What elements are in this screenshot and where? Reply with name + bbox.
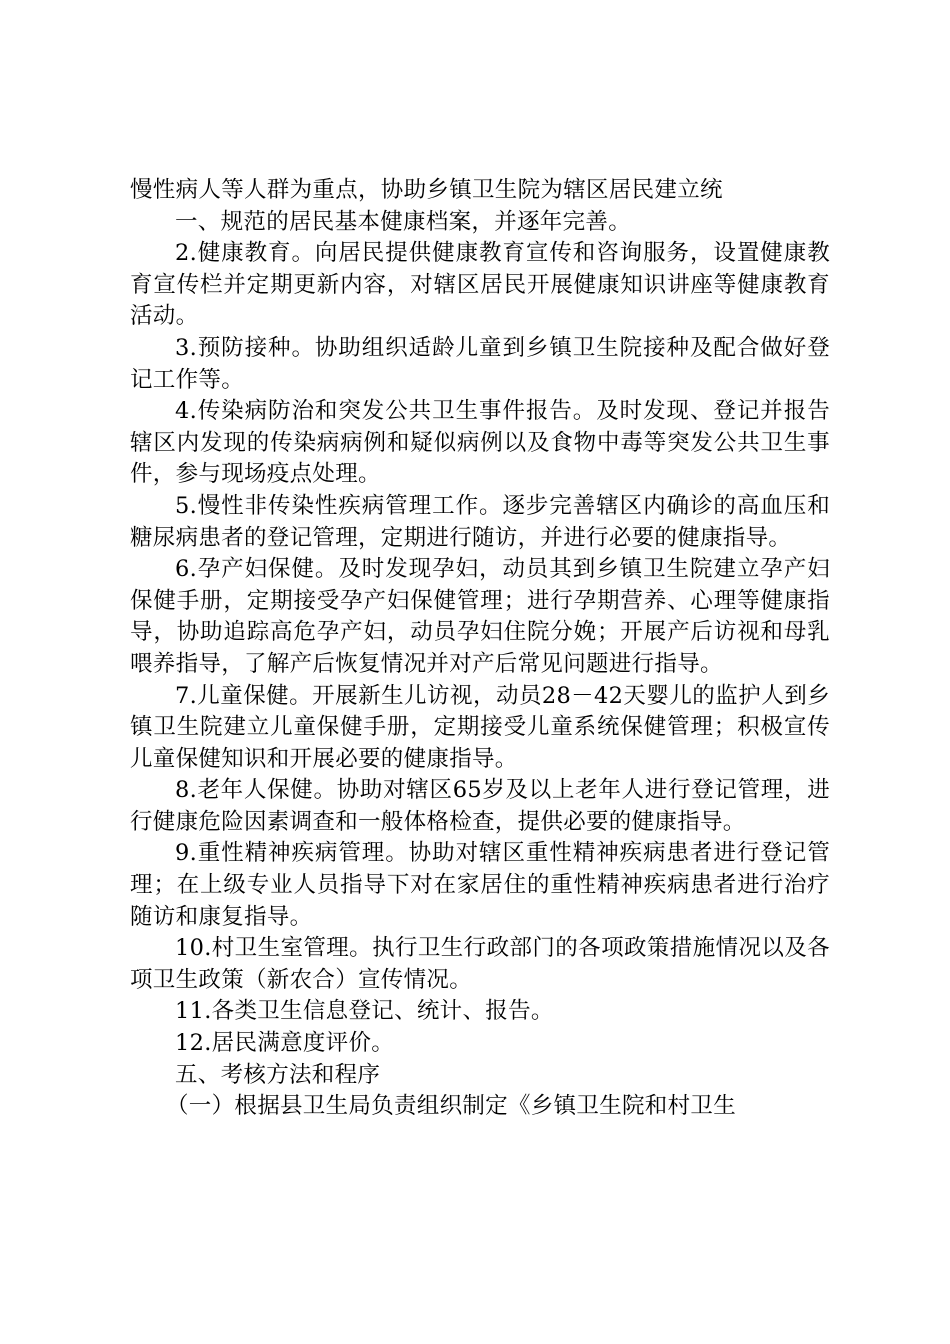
paragraph-health-records: 一、规范的居民基本健康档案，并逐年完善。 [175, 208, 632, 235]
paragraph-maternal-health: 6.孕产妇保健。及时发现孕妇，动员其到乡镇卫生院建立孕产妇保健手册，定期接受孕产妇保健管理；进行孕期营养、心理等健康指导，协助追踪高危孕产妇，动员孕妇住院分娩；开展产后访视和母乳喂养指导，了解产后恢复情况并对产后常见问题进行指导。 [130, 556, 830, 677]
paragraph-satisfaction: 12.居民满意度评价。 [175, 1030, 395, 1057]
section-heading-assessment: 五、考核方法和程序 [175, 1061, 381, 1088]
paragraph-continuation: 慢性病人等人群为重点，协助乡镇卫生院为辖区居民建立统 [130, 177, 723, 203]
paragraph-village-clinic: 10.村卫生室管理。执行卫生行政部门的各项政策措施情况以及各项卫生政策（新农合）宣传情况。 [130, 935, 830, 993]
paragraph-health-info: 11.各类卫生信息登记、统计、报告。 [175, 998, 554, 1025]
paragraph-vaccination: 3.预防接种。协助组织适龄儿童到乡镇卫生院接种及配合做好登记工作等。 [130, 334, 830, 393]
paragraph-infectious-disease: 4.传染病防治和突发公共卫生事件报告。及时发现、登记并报告辖区内发现的传染病病例和疑似病例以及食物中毒等突发公共卫生事件，参与现场疫点处理。 [130, 398, 830, 488]
paragraph-chronic-disease: 5.慢性非传染性疾病管理工作。逐步完善辖区内确诊的高血压和糖尿病患者的登记管理，定期进行随访，并进行必要的健康指导。 [130, 492, 830, 551]
paragraph-health-education: 2.健康教育。向居民提供健康教育宣传和咨询服务，设置健康教育宣传栏并定期更新内容，对辖区居民开展健康知识讲座等健康教育活动。 [130, 240, 830, 330]
document-body [130, 175, 830, 1123]
paragraph-child-health: 7.儿童保健。开展新生儿访视，动员28－42天婴儿的监护人到乡镇卫生院建立儿童保健手册，定期接受儿童系统保健管理；积极宣传儿童保健知识和开展必要的健康指导。 [130, 682, 830, 772]
paragraph-assessment-method: （一）根据县卫生局负责组织制定《乡镇卫生院和村卫生 [166, 1093, 737, 1120]
paragraph-mental-illness: 9.重性精神疾病管理。协助对辖区重性精神疾病患者进行登记管理；在上级专业人员指导下对在家居住的重性精神疾病患者进行治疗随访和康复指导。 [130, 840, 830, 930]
paragraph-elderly-health: 8.老年人保健。协助对辖区65岁及以上老年人进行登记管理，进行健康危险因素调查和一般体格检查，提供必要的健康指导。 [130, 777, 830, 835]
